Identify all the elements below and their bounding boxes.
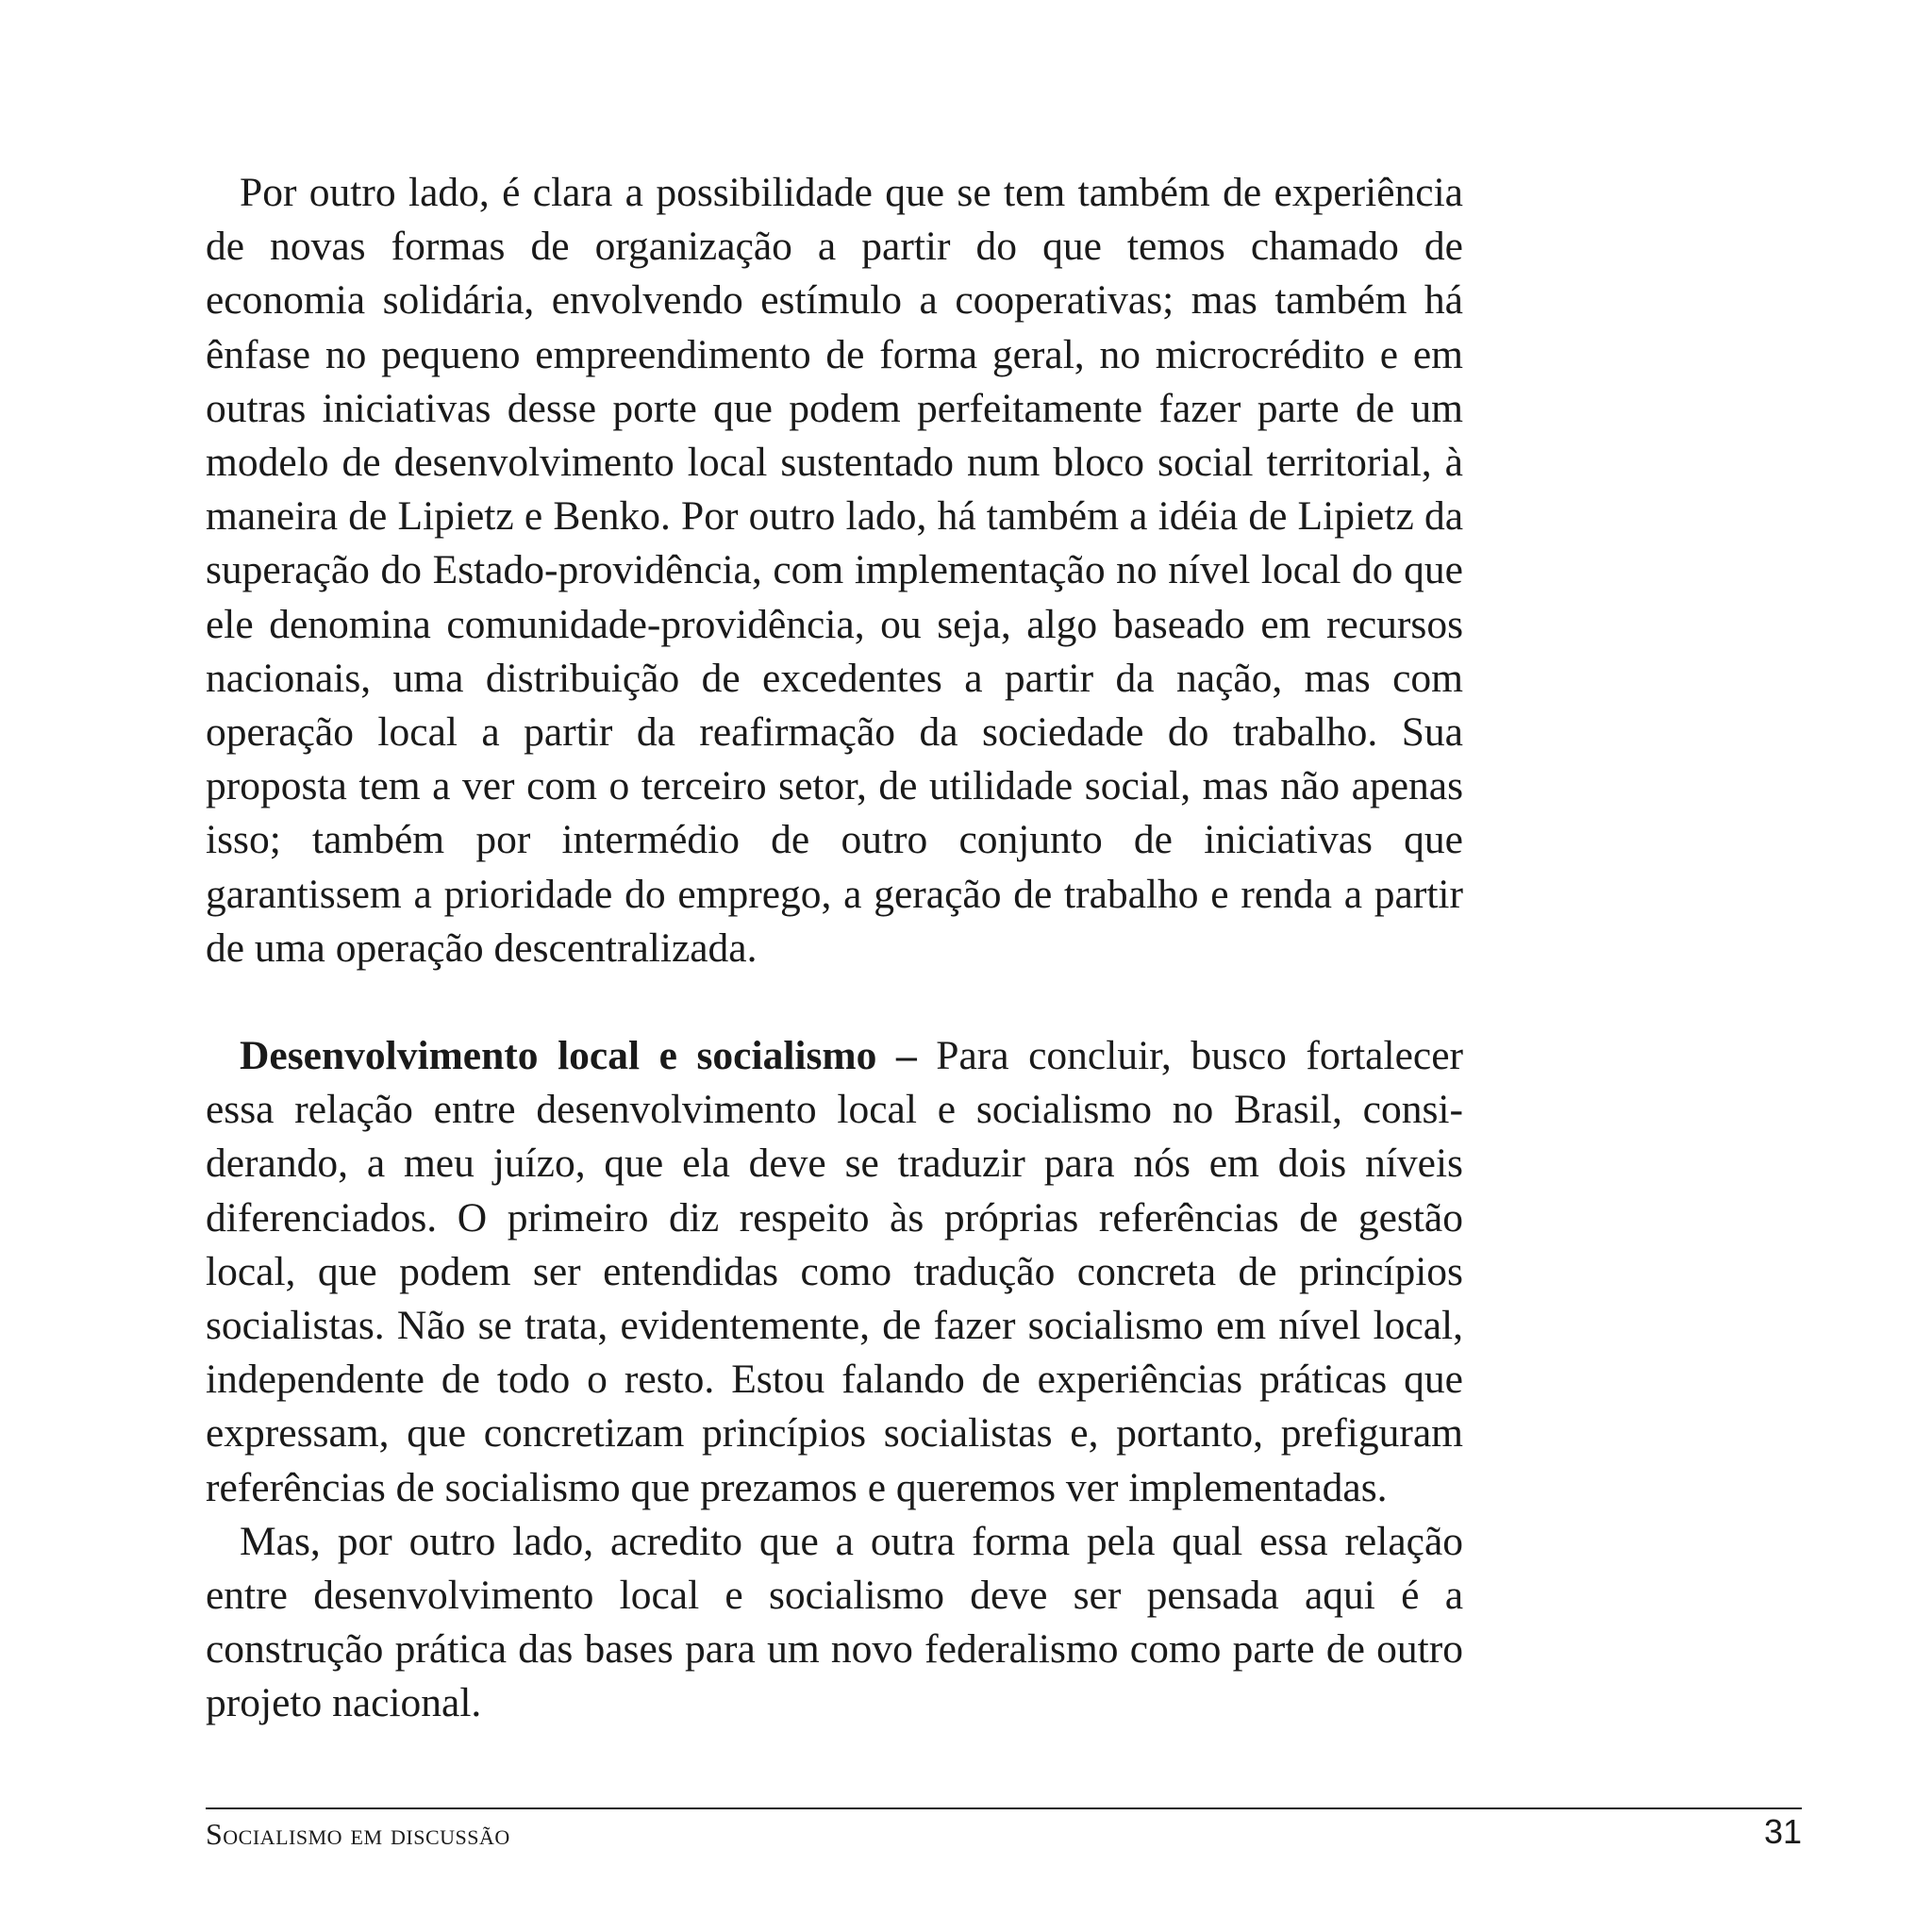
running-title: Socialismo em discussão (206, 1817, 510, 1851)
footer-divider (206, 1807, 1802, 1809)
paragraph-text: Por outro lado, é clara a possibilidade que se tem também de experiência de novas formas de organização a partir do que temos chamado de economia solidária, envolvendo estímulo a cooperativas; mas também há ênfase no pequeno empreendimento de forma geral, no microcrédito e em outras iniciativas desse porte que podem perfeitamente fazer parte de um modelo de desenvolvimento local sustentado num bloco social territorial, à maneira de Lipietz e Benko. Por outro lado, há também a idéia de Lipietz da superação do Estado-providência, com implementação no nível local do que ele denomina comunidade-providência, ou seja, algo baseado em recursos nacionais, uma distribuição de excedentes a partir da nação, mas com operação local a partir da reafirmação da sociedade do trabalho. Sua proposta tem a ver com o terceiro setor, de utilidade social, mas não apenas isso; também por intermédio de outro conjunto de iniciativas que garantissem a prioridade do emprego, a geração de trabalho e renda a partir de uma operação descentralizada. (206, 170, 1463, 971)
section-lead-heading: Desenvolvimento local e socialismo – (240, 1033, 917, 1079)
page-number: 31 (1763, 1812, 1802, 1851)
paragraph-text: Para concluir, busco fortalecer essa relação entre desenvolvimento local e socialismo no Brasil, considerando, a meu juízo, que ela deve se traduzir para nós em dois níveis diferenciados. O primeiro diz respeito às próprias referências de gestão local, que podem ser entendidas como tradução concreta de princípios socialistas. Não se trata, evidentemente, de fazer socialismo em nível local, independente de todo o resto. Estou falando de experiências práticas que expressam, que concretizam princípios socialistas e, portanto, prefiguram referências de socialismo que prezamos e queremos ver implementadas. (206, 1033, 1463, 1510)
paragraph-economia-solidaria (206, 166, 1463, 975)
paragraph-federalismo (206, 1515, 1463, 1731)
body-text (206, 166, 1463, 1731)
paragraph-text: Mas, por outro lado, acredito que a outra forma pela qual essa relação entre desenvolvimento local e socialismo deve ser pensada aqui é a construção prática das bases para um novo federalismo como parte de outro projeto nacional. (206, 1518, 1463, 1726)
paragraph-desenvolvimento-local (206, 1029, 1463, 1515)
